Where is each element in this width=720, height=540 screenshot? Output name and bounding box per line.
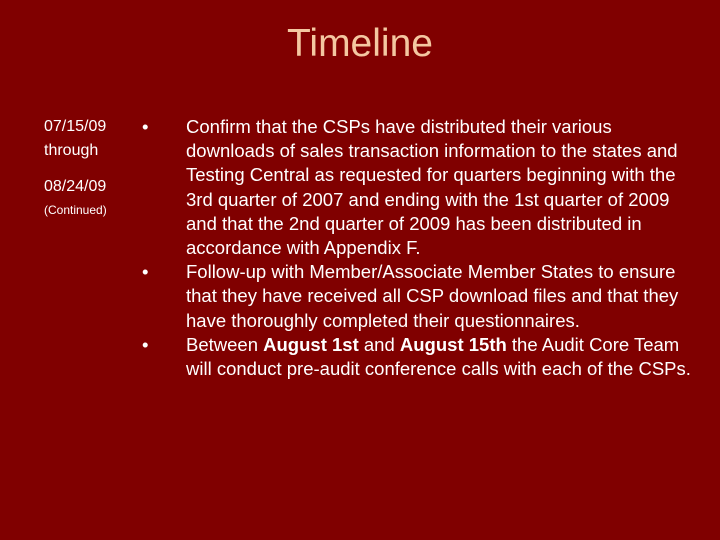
bullet-list: [138, 115, 698, 381]
slide-title: Timeline: [287, 22, 433, 65]
bullet-item: [138, 333, 698, 381]
bullet-date-start: August 1st: [263, 333, 359, 355]
bullet-text: Follow-up with Member/Associate Member States to ensure that they have received all CSP download files and that they have thoroughly completed their questionnaires.: [186, 261, 679, 331]
bullet-icon: •: [142, 261, 149, 283]
continued-note: (Continued): [44, 203, 107, 217]
bullet-text-mid: and: [358, 333, 400, 355]
bullet-item: [138, 115, 698, 260]
bullet-icon: •: [142, 333, 149, 355]
start-date: 07/15/09: [44, 118, 107, 135]
end-date: 08/24/09: [44, 178, 107, 195]
bullet-date-end: August 15th: [399, 333, 507, 355]
bullet-icon: •: [142, 116, 149, 137]
bullet-text: [186, 333, 698, 381]
bullet-text-suffix: the Audit Core Team will conduct pre-audit conference calls with each of the CSPs.: [186, 333, 691, 380]
through-label: through: [44, 142, 99, 159]
bullet-text: Confirm that the CSPs have distributed their various downloads of sales transaction information to the states and Testing Central as requested for quarters beginning with the 3rd quarter of 2007 and ending with the 1st quarter of 2009 and that the 2nd quarter of 2009 has been distributed in accordance with Appendix F.: [186, 116, 678, 259]
bullet-item: [138, 260, 698, 333]
bullet-text-prefix: Between: [186, 333, 264, 355]
